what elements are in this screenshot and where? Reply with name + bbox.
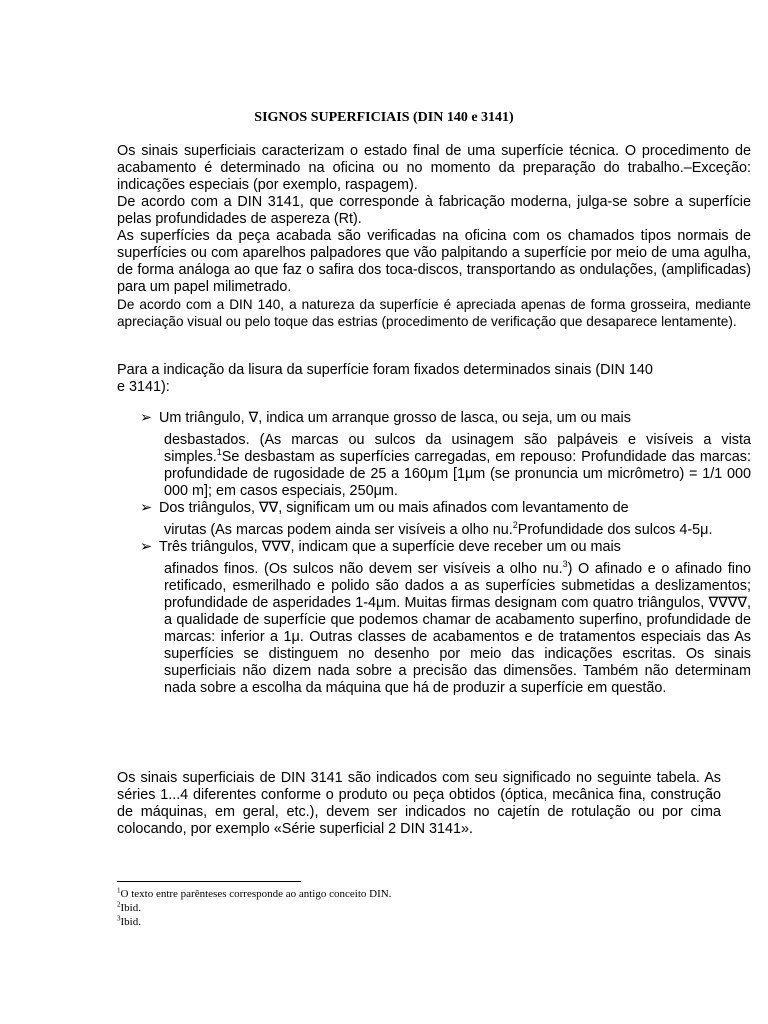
footnote-text: O texto entre parênteses corresponde ao antigo conceito DIN. (120, 888, 392, 900)
bullet-lead: Um triângulo, ∇, indica um arranque grosso de lasca, ou seja, um ou mais (159, 410, 631, 426)
bullet-text: virutas (As marcas podem ainda ser visíveis a olho nu. (164, 522, 513, 538)
paragraph: Os sinais superficiais caracterizam o estado final de uma superfície técnica. O procedimento de acabamento é determinado na oficina ou no momento da preparação do trabalho.–Exceção: indicações especiais (por exemplo, raspagem). (117, 143, 751, 193)
footnote-divider (117, 881, 301, 882)
list-item (140, 410, 751, 500)
list-item (140, 539, 751, 697)
intro-section (117, 143, 751, 330)
bullet-text: Profundidade dos sulcos 4-5μ. (517, 522, 713, 538)
paragraph: Os sinais superficiais de DIN 3141 são indicados com seu significado no seguinte tabela. As séries 1...4 diferentes conforme o produto ou peça obtidos (óptica, mecânica fina, construção de máquinas, em geral, etc.), devem ser indicados no cajetín de rotulação ou por cima colocando, por exemplo «Série superficial 2 DIN 3141». (117, 770, 721, 837)
footnote-text: Ibid. (120, 916, 141, 928)
arrow-bullet-icon: ➢ (140, 410, 153, 426)
bullet-text: desbastados. (As marcas ou sulcos da usinagem são palpáveis e visíveis a vista simples. (164, 432, 751, 465)
paragraph: De acordo com a DIN 3141, que corresponde à fabricação moderna, julga-se sobre a superfície pelas profundidades de aspereza (Rt). (117, 194, 751, 227)
bullet-text: ) O afinado e o afinado fino retificado, esmerilhado e polido são dados a as superfícies submetidas a deslizamentos; profundidade de asperidades 1-4μm. Muitas firmas designam com quatro triângulos, ∇∇∇∇, a qualidade de superfície que podemos chamar de acabamento superfino, profundidade de marcas: inferior a 1μ. Outras classes de acabamentos e de tratamentos especiais das As superfícies se distinguem no desenho por meio das indicações escritas. Os sinais superficiais não dizem nada sobre a precisão das dimensões. Também não determinam nada sobre a escolha da máquina que há de produzir a superfície em questão. (164, 561, 752, 696)
footnote-number: 2 (117, 900, 121, 909)
bullet-lead: Dos triângulos, ∇∇, significam um ou mais afinados com levantamento de (159, 500, 629, 516)
footnote (117, 901, 391, 915)
page-title: SIGNOS SUPERFICIAIS (DIN 140 e 3141) (254, 110, 514, 125)
closing-section (117, 770, 751, 838)
footnote (117, 915, 391, 929)
footnotes (117, 887, 391, 929)
footnote-ref: 3 (562, 559, 568, 570)
footnote-number: 1 (117, 886, 121, 895)
footnote-text: Ibid. (120, 902, 141, 914)
footnote-number: 3 (117, 914, 121, 923)
paragraph: Para a indicação da lisura da superfície foram fixados determinados sinais (DIN 140 e 3141): (117, 362, 653, 395)
bullet-list (140, 410, 751, 697)
arrow-bullet-icon: ➢ (140, 500, 153, 516)
footnote (117, 887, 391, 901)
indication-section (117, 362, 751, 396)
bullet-text: afinados finos. (Os sulcos não devem ser visíveis a olho nu. (164, 561, 563, 577)
bullet-text: Se desbastam as superfícies carregadas, em repouso: Profundidade das marcas: profundidade de rugosidade de 25 a 160μm [1μm (se pronuncia um micrômetro) = 1/1 000 000 m]; em casos especiais, 250μm. (164, 449, 751, 499)
arrow-bullet-icon: ➢ (140, 539, 153, 555)
footnote-ref: 2 (512, 520, 518, 531)
bullet-lead: Três triângulos, ∇∇∇, indicam que a superfície deve receber um ou mais (159, 539, 621, 555)
footnote-ref: 1 (216, 447, 222, 458)
paragraph: As superfícies da peça acabada são verificadas na oficina com os chamados tipos normais de superfícies ou com aparelhos palpadores que vão palpitando a superfície por meio de uma agulha, de forma análoga ao que faz o safira dos toca-discos, transportando as ondulações, (amplificadas) para um papel milimetrado. (117, 228, 751, 295)
paragraph: De acordo com a DIN 140, a natureza da superfície é apreciada apenas de forma grosseira, mediante apreciação visual ou pelo toque das estrias (procedimento de verificação que desaparece lentamente). (117, 297, 751, 329)
list-item (140, 500, 751, 539)
